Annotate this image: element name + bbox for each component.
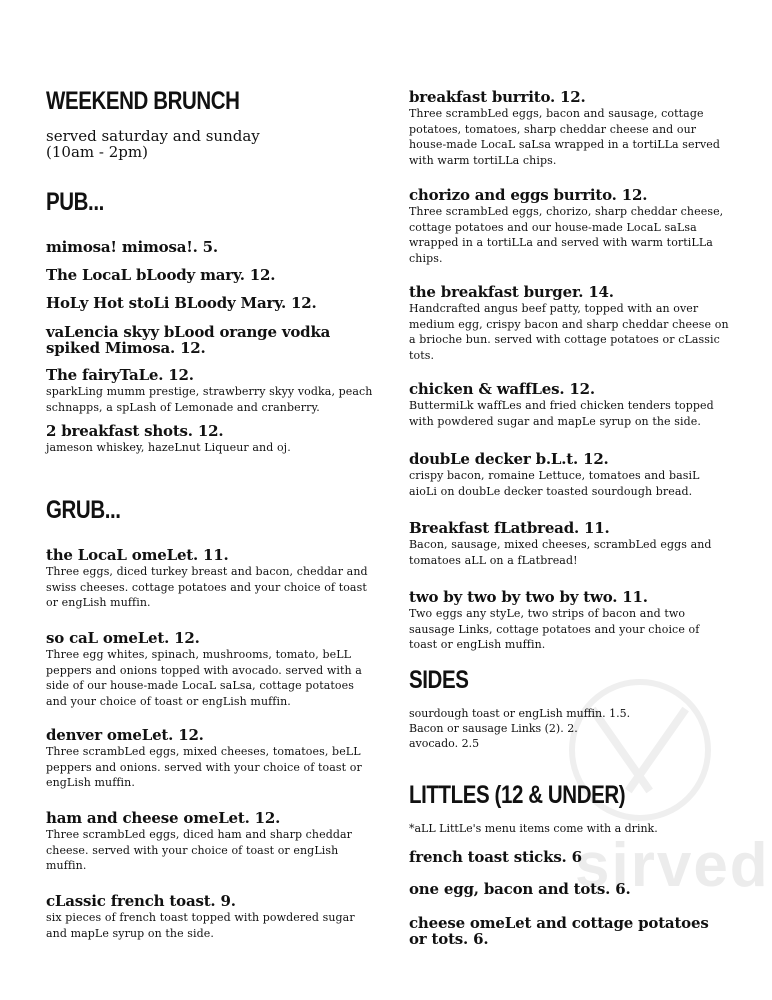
item-description: Handcrafted angus beef patty, topped with an over medium egg, crispy bacon and sharp cheddar cheese on a brioche bun. served with cottage potatoes or cLassic tots. [409,302,729,362]
item-name: chicken & waffLes. 12. [409,380,595,398]
item-description: Three scrambLed eggs, diced ham and sharp cheddar cheese. served with your choice of toast or engLish muffin. [46,828,353,872]
menu-item [409,589,731,653]
item-description: Three scrambLed eggs, chorizo, sharp cheddar cheese, cottage potatoes and our house-made LocaL saLsa wrapped in a tortiLLa and served with warm tortiLLa chips. [409,205,724,265]
menu-item [409,915,731,947]
menu-item [409,881,731,897]
item-description: ButtermiLk waffLes and fried chicken tenders topped with powdered sugar and mapLe syrup on the side. [409,399,714,428]
menu-item [409,451,731,499]
menu-item [46,324,376,356]
item-name: the LocaL omeLet. 11. [46,546,229,564]
littles-heading: LITTLES (12 & UNDER) [409,781,626,809]
brunch-heading: WEEKEND BRUNCH [46,87,240,115]
menu-item [409,381,731,429]
item-description: Bacon, sausage, mixed cheeses, scrambLed eggs and tomatoes aLL on a fLatbread! [409,538,712,567]
menu-item [409,187,731,266]
item-name: so caL omeLet. 12. [46,629,200,647]
item-name: HoLy Hot stoLi BLoody Mary. 12. [46,294,317,312]
menu-item [46,727,376,791]
menu-item [46,423,376,456]
item-name: doubLe decker b.L.t. 12. [409,450,609,468]
menu-item [46,295,376,311]
item-name: cheese omeLet and cottage potatoes or tots. 6. [409,914,709,948]
menu-item [46,367,376,415]
item-description: sparkLing mumm prestige, strawberry skyy vodka, peach schnapps, a spLash of Lemonade and cranberry. [46,385,373,414]
item-name: chorizo and eggs burrito. 12. [409,186,648,204]
side-item: Bacon or sausage Links (2). 2. [409,722,578,735]
item-name: one egg, bacon and tots. 6. [409,880,631,898]
item-name: vaLencia skyy bLood orange vodka spiked Mimosa. 12. [46,323,331,357]
side-item: sourdough toast or engLish muffin. 1.5. [409,707,631,720]
item-name: the breakfast burger. 14. [409,283,614,301]
menu-item [46,267,376,283]
brunch-subtitle-hours: (10am - 2pm) [46,143,148,161]
item-name: The fairyTaLe. 12. [46,366,194,384]
item-name: ham and cheese omeLet. 12. [46,809,281,827]
item-name: The LocaL bLoody mary. 12. [46,266,276,284]
item-description: Two eggs any styLe, two strips of bacon and two sausage Links, cottage potatoes and your choice of toast or engLish muffin. [409,607,700,651]
item-description: jameson whiskey, hazeLnut Liqueur and oj. [46,441,291,454]
watermark-text: sirved [575,831,770,900]
menu-item [46,239,376,255]
menu-item [46,547,376,611]
item-name: two by two by two by two. 11. [409,588,648,606]
menu-item [46,893,376,941]
littles-note: *aLL LittLe's menu items come with a drink. [409,822,658,835]
item-name: french toast sticks. 6 [409,848,582,866]
grub-heading: GRUB... [46,496,121,524]
menu-item [409,849,731,865]
item-name: breakfast burrito. 12. [409,88,586,106]
item-description: Three scrambLed eggs, bacon and sausage, cottage potatoes, tomatoes, sharp cheddar cheese and our house-made LocaL saLsa wrapped in a tortiLLa served with warm tortiLLa chips. [409,107,721,167]
item-description: six pieces of french toast topped with powdered sugar and mapLe syrup on the side. [46,911,355,940]
item-name: denver omeLet. 12. [46,726,204,744]
item-name: 2 breakfast shots. 12. [46,422,224,440]
item-description: Three eggs, diced turkey breast and bacon, cheddar and swiss cheeses. cottage potatoes and your choice of toast or engLish muffin. [46,565,368,609]
item-description: crispy bacon, romaine Lettuce, tomatoes and basiL aioLi on doubLe decker toasted sourdough bread. [409,469,700,498]
sides-heading: SIDES [409,666,469,694]
item-description: Three egg whites, spinach, mushrooms, tomato, beLL peppers and onions topped with avocado. served with a side of our house-made LocaL saLsa, cottage potatoes and your choice of toast or engLish muffin. [46,648,362,708]
item-description: Three scrambLed eggs, mixed cheeses, tomatoes, beLL peppers and onions. served with your choice of toast or engLish muffin. [46,745,362,789]
side-item: avocado. 2.5 [409,737,480,750]
menu-item [46,810,376,874]
menu-item [409,520,731,568]
item-name: mimosa! mimosa!. 5. [46,238,218,256]
menu-item [409,284,731,363]
menu-item [46,630,376,709]
item-name: Breakfast fLatbread. 11. [409,519,610,537]
menu-item [409,89,731,168]
item-name: cLassic french toast. 9. [46,892,236,910]
brunch-subtitle-days: served saturday and sunday [46,127,260,145]
pub-heading: PUB... [46,188,104,216]
